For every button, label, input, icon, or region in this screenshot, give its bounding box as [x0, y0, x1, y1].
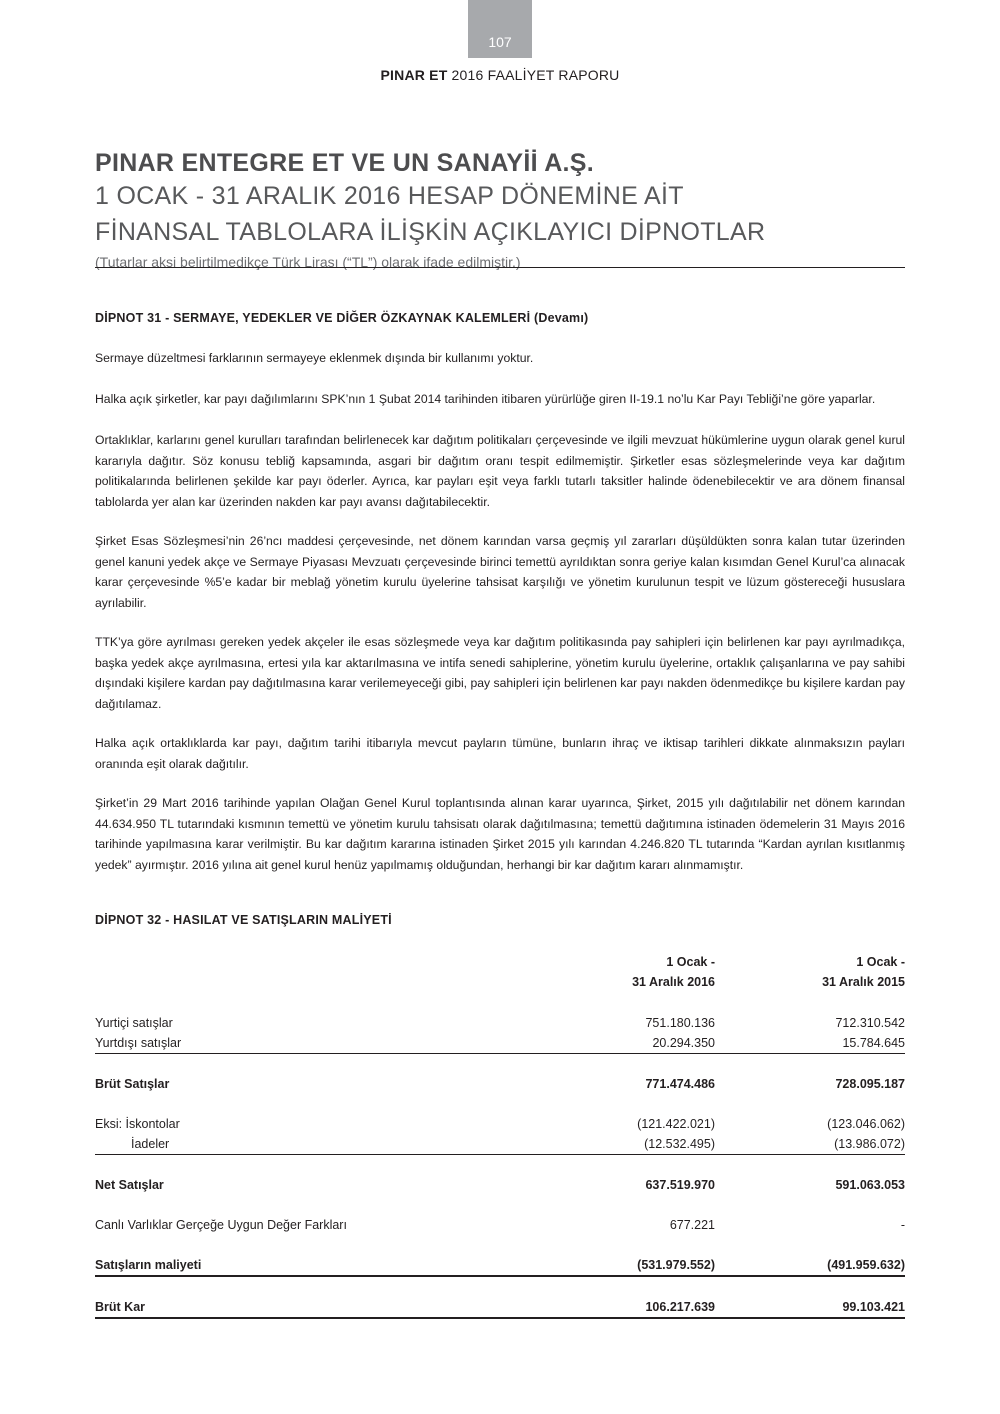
table-row-cost-of-sales [95, 1255, 905, 1276]
value-2015: (13.986.072) [715, 1134, 905, 1155]
col-2015-header-line1: 1 Ocak - [856, 955, 905, 969]
report-title-block [95, 148, 905, 272]
value-2015: 712.310.542 [835, 1016, 905, 1030]
row-label: Net Satışlar [95, 1178, 164, 1192]
value-2016: (531.979.552) [545, 1255, 715, 1276]
note31-paragraph: TTK’ya göre ayrılması gereken yedek akçeler ile esas sözleşmede veya kar dağıtım politikasında pay sahipleri için belirlenen kar payı ayrılmadıkça, başka yedek akçe ayrılmasına, ertesi yıla kar aktarılmasına ve intifa senedi sahiplerine, yönetim kurulu üyelerine, ortaklık çalışanlarına ve pay sahibi dışındaki kişilere kardan pay dağıtılmasına karar verilemeyeceği gibi, pay sahipleri için belirlenen kar payı nakden ödenmedikçe bu kişilere kardan pay dağıtılamaz. [95, 635, 905, 711]
note31-paragraph: Sermaye düzeltmesi farklarının sermayeye eklenmek dışında bir kullanımı yoktur. [95, 351, 534, 365]
note31-paragraph: Halka açık şirketler, kar payı dağılımlarını SPK’nın 1 Şubat 2014 tarihinden itibaren yürürlüğe giren II-19.1 no’lu Kar Payı Tebliği’ne göre yaparlar. [95, 392, 876, 406]
company-name: PINAR ENTEGRE ET VE UN SANAYİİ A.Ş. [95, 149, 595, 177]
row-label: Satışların maliyeti [95, 1255, 545, 1276]
row-label: Brüt Satışlar [95, 1077, 170, 1091]
value-2015: - [900, 1218, 905, 1232]
page-number-tab [468, 0, 532, 58]
value-2016: 771.474.486 [645, 1077, 715, 1091]
document-title: FİNANSAL TABLOLARA İLİŞKİN AÇIKLAYICI DİPNOTLAR [95, 218, 766, 246]
table-row-fair-value [95, 1215, 905, 1235]
table-row-returns [95, 1134, 905, 1155]
title-divider [95, 267, 905, 268]
page-number: 107 [488, 34, 512, 50]
row-label: Brüt Kar [95, 1297, 545, 1318]
note31-heading: DİPNOT 31 - SERMAYE, YEDEKLER VE DİĞER ÖZKAYNAK KALEMLERİ (Devamı) [95, 311, 589, 325]
table-row-net-sales [95, 1175, 905, 1195]
col-2015-header-line2: 31 Aralık 2015 [822, 975, 905, 989]
value-2016: (12.532.495) [545, 1134, 715, 1155]
currency-note: (Tutarlar aksi belirtilmedikçe Türk Lirası (“TL”) olarak ifade edilmiştir.) [95, 254, 521, 270]
note31-paragraph: Halka açık ortaklıklarda kar payı, dağıtım tarihi itibarıyla mevcut payların tümüne, bunların ihraç ve iktisap tarihleri dikkate alınmaksızın payları oranında eşit olarak dağıtılır. [95, 736, 905, 771]
note31-paragraph: Şirket’in 29 Mart 2016 tarihinde yapılan Olağan Genel Kurul toplantısında alınan karar uyarınca, Şirket, 2015 yılı dağıtılabilir net dönem karından 44.634.950 TL tutarındaki kısmının temettü ve yönetim kurulu tahsisatı olarak dağıtılmasına; temettü dağıtımına istinaden ödemelerin 31 Mayıs 2016 tarihinde yapılmasına karar verilmiştir. Bu kar dağıtım kararına istinaden Şirket 2015 yılı karından 4.246.820 TL tutarında “Kardan ayrılan kısıtlanmış yedek” ayırmıştır. 2016 yılına ait genel kurul henüz yapılmamış olduğundan, herhangi bir kar dağıtım kararı alınmamıştır. [95, 796, 905, 872]
row-label: Yurtiçi satışlar [95, 1016, 173, 1030]
table-row-domestic-sales [95, 1013, 905, 1033]
column-header-row-1 [95, 952, 905, 972]
value-2015: 15.784.645 [715, 1033, 905, 1054]
value-2016: (121.422.021) [637, 1117, 715, 1131]
value-2016: 637.519.970 [645, 1178, 715, 1192]
table-row-gross-profit [95, 1297, 905, 1318]
note31-paragraph: Ortaklıklar, karlarını genel kurulları tarafından belirlenecek kar dağıtım politikaları çerçevesinde ve ilgili mevzuat hükümlerine uygun olarak genel kurul kararıyla dağıtır. Söz konusu tebliğ kapsamında, asgari bir dağıtım oranı tespit edilmemiştir. Şirketler esas sözleşmelerinde veya kar dağıtım politikalarında belirlenen şekilde kar payı öderler. Ayrıca, kar payları eşit veya farklı tutarlı taksitler halinde ödenebilecektir ve ara dönem finansal tablolarda yer alan kar üzerinden nakden kar payı avansı dağıtabilecektir. [95, 433, 905, 509]
value-2015: 99.103.421 [715, 1297, 905, 1318]
value-2015: (491.959.632) [715, 1255, 905, 1276]
value-2016: 20.294.350 [545, 1033, 715, 1054]
value-2015: 728.095.187 [835, 1077, 905, 1091]
row-label: İadeler [95, 1134, 545, 1155]
value-2015: (123.046.062) [827, 1117, 905, 1131]
value-2016: 106.217.639 [545, 1297, 715, 1318]
running-head-brand: PINAR ET [380, 67, 448, 83]
col-2016-header-line1: 1 Ocak - [666, 955, 715, 969]
revenue-table [95, 952, 905, 1319]
col-2016-header-line2: 31 Aralık 2016 [632, 975, 715, 989]
value-2016: 751.180.136 [645, 1016, 715, 1030]
table-row-export-sales [95, 1033, 905, 1054]
note31-paragraph: Şirket Esas Sözleşmesi’nin 26’ncı maddesi çerçevesinde, net dönem karından varsa geçmiş yıl zararları düşüldükten sonra kalan tutar üzerinden genel kanuni yedek akçe ve Sermaye Piyasası Mevzuatı çerçevesinde birinci temettü ayrıldıktan sonra geriye kalan kısımdan Genel Kurul’ca alınacak karar çerçevesinde %5’e kadar bir meblağ yönetim kurulu üyelerine tahsisat karşılığı ve yönetim kurulunun tespit ve lüzum göstereceği hususlara ayrılabilir. [95, 534, 905, 610]
period-title: 1 OCAK - 31 ARALIK 2016 HESAP DÖNEMİNE AİT [95, 182, 684, 210]
running-head [0, 67, 1000, 83]
row-label: Yurtdışı satışlar [95, 1033, 545, 1054]
row-label: Canlı Varlıklar Gerçeğe Uygun Değer Farkları [95, 1218, 347, 1232]
table-row-gross-sales [95, 1074, 905, 1094]
row-label: Eksi: İskontolar [95, 1117, 180, 1131]
table-row-discounts [95, 1114, 905, 1134]
value-2015: 591.063.053 [835, 1178, 905, 1192]
value-2016: 677.221 [669, 1218, 715, 1232]
running-head-rest: 2016 FAALİYET RAPORU [447, 67, 620, 83]
note32-heading: DİPNOT 32 - HASILAT VE SATIŞLARIN MALİYETİ [95, 913, 392, 927]
column-header-row-2 [95, 972, 905, 992]
